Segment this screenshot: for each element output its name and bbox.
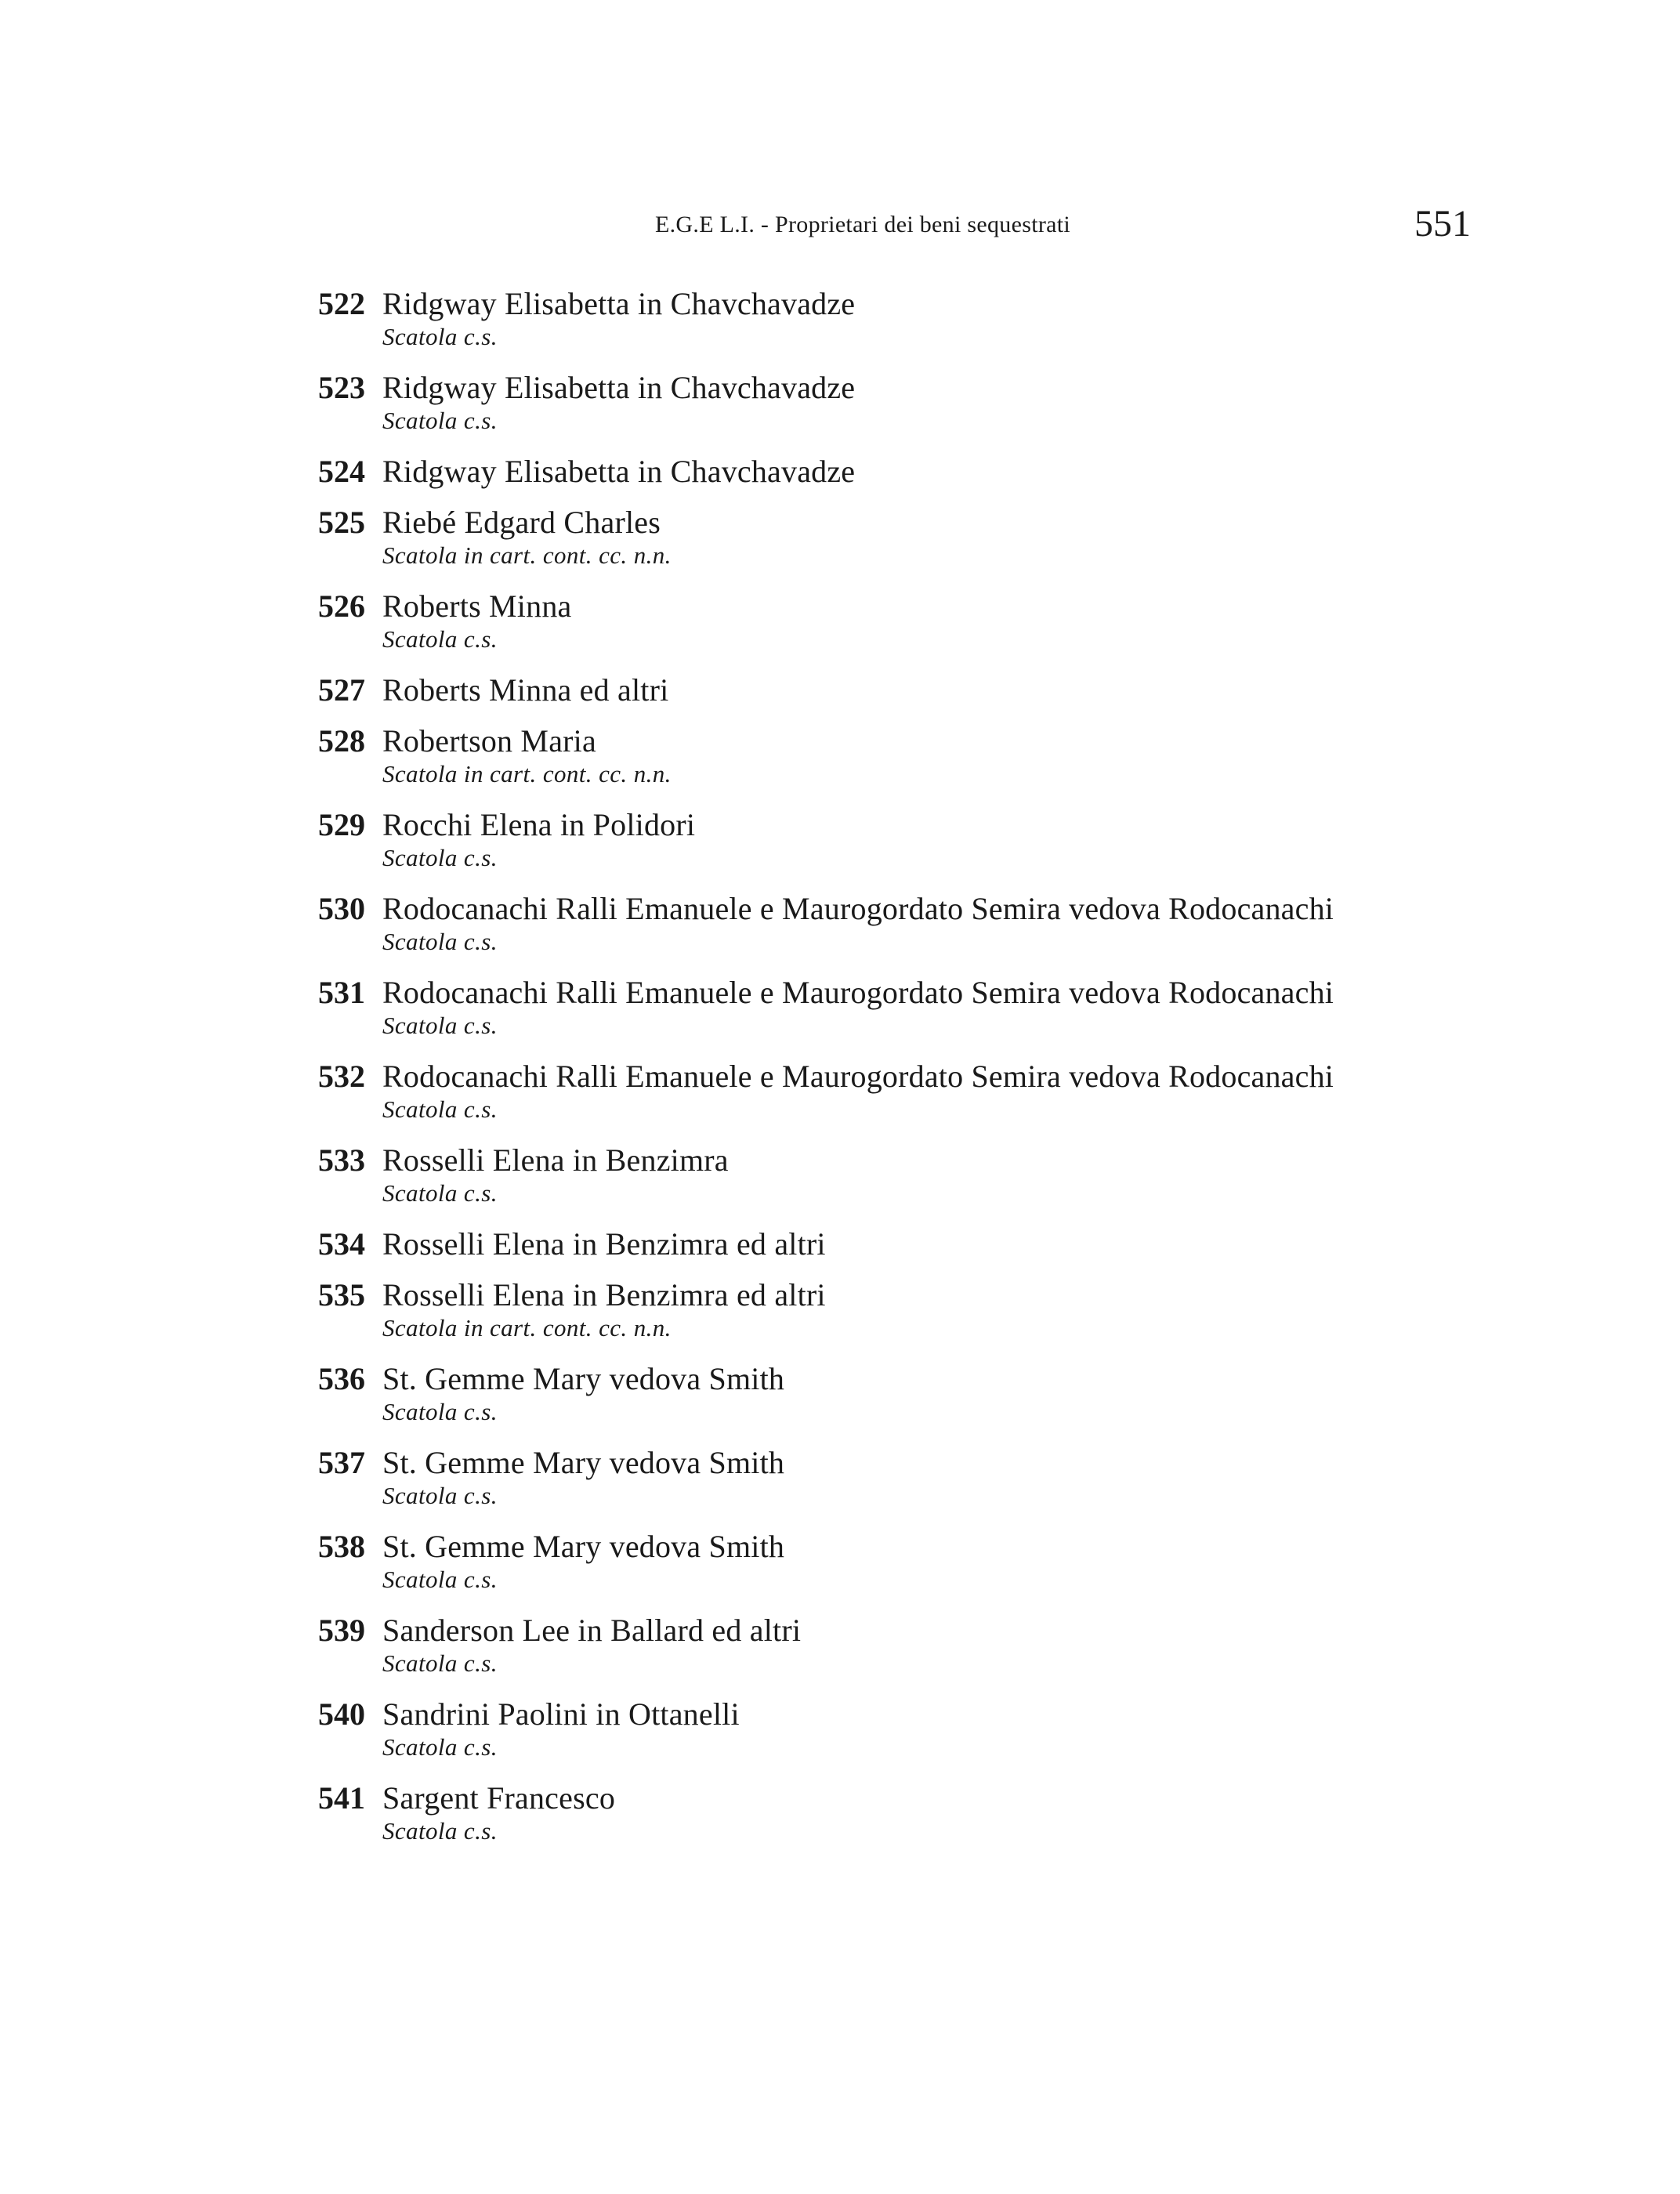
- list-item: [307, 453, 1404, 491]
- entry-number: 530: [318, 891, 365, 926]
- list-item: [307, 722, 1404, 788]
- entry-number: 536: [318, 1361, 365, 1396]
- list-item: [307, 1142, 1404, 1207]
- entry-number: 529: [318, 807, 365, 842]
- entry-note: Scatola c.s.: [382, 1179, 498, 1207]
- entry-note: Scatola c.s.: [382, 1817, 498, 1845]
- entry-note: Scatola c.s.: [382, 1095, 498, 1123]
- entry-number: 524: [318, 454, 365, 489]
- entry-number: 537: [318, 1445, 365, 1480]
- entry-note: Scatola c.s.: [382, 1566, 498, 1593]
- list-item: [307, 1276, 1404, 1342]
- page-number: 551: [1414, 203, 1471, 244]
- list-item: [307, 1444, 1404, 1510]
- entry-note: Scatola c.s.: [382, 1398, 498, 1425]
- entry-note: Scatola in cart. cont. cc. n.n.: [382, 541, 672, 569]
- list-item: [307, 1360, 1404, 1426]
- entry-name: Rosselli Elena in Benzimra: [382, 1142, 729, 1178]
- entry-name: Rodocanachi Ralli Emanuele e Maurogordato Semira vedova Rodocanachi: [382, 975, 1334, 1010]
- entry-note: Scatola c.s.: [382, 625, 498, 653]
- entry-note: Scatola in cart. cont. cc. n.n.: [382, 1314, 672, 1341]
- entry-number: 534: [318, 1226, 365, 1262]
- entry-note: Scatola c.s.: [382, 1482, 498, 1509]
- list-item: [307, 285, 1404, 351]
- list-item: [307, 1528, 1404, 1594]
- entry-name: Ridgway Elisabetta in Chavchavadze: [382, 454, 856, 489]
- entry-number: 540: [318, 1696, 365, 1732]
- entry-number: 541: [318, 1780, 365, 1816]
- entry-name: Sanderson Lee in Ballard ed altri: [382, 1613, 802, 1648]
- entry-name: Rodocanachi Ralli Emanuele e Maurogordato Semira vedova Rodocanachi: [382, 891, 1334, 926]
- list-item: [307, 1696, 1404, 1761]
- entry-number: 538: [318, 1529, 365, 1564]
- entry-number: 528: [318, 723, 365, 758]
- entry-name: Rosselli Elena in Benzimra ed altri: [382, 1226, 826, 1262]
- entry-name: Rocchi Elena in Polidori: [382, 807, 696, 842]
- entry-note: Scatola c.s.: [382, 323, 498, 350]
- entry-number: 526: [318, 588, 365, 624]
- entry-name: Ridgway Elisabetta in Chavchavadze: [382, 286, 856, 321]
- entry-name: Riebé Edgard Charles: [382, 505, 661, 540]
- list-item: [307, 672, 1404, 709]
- list-item: [307, 369, 1404, 435]
- entry-name: Roberts Minna ed altri: [382, 672, 669, 708]
- list-item: [307, 974, 1404, 1040]
- entry-name: Rodocanachi Ralli Emanuele e Maurogordato Semira vedova Rodocanachi: [382, 1059, 1334, 1094]
- entry-note: Scatola c.s.: [382, 407, 498, 434]
- entry-name: Rosselli Elena in Benzimra ed altri: [382, 1277, 826, 1312]
- entry-note: Scatola in cart. cont. cc. n.n.: [382, 760, 672, 787]
- entry-number: 525: [318, 505, 365, 540]
- entry-name: St. Gemme Mary vedova Smith: [382, 1529, 785, 1564]
- entry-number: 533: [318, 1142, 365, 1178]
- entry-number: 539: [318, 1613, 365, 1648]
- entry-name: Ridgway Elisabetta in Chavchavadze: [382, 370, 856, 405]
- entry-name: St. Gemme Mary vedova Smith: [382, 1361, 785, 1396]
- entry-number: 527: [318, 672, 365, 708]
- entry-note: Scatola c.s.: [382, 844, 498, 871]
- list-item: [307, 1226, 1404, 1263]
- entry-note: Scatola c.s.: [382, 1649, 498, 1677]
- list-item: [307, 1058, 1404, 1124]
- list-item: [307, 1612, 1404, 1678]
- entry-note: Scatola c.s.: [382, 1012, 498, 1039]
- list-item: [307, 1779, 1404, 1845]
- entry-name: Sargent Francesco: [382, 1780, 616, 1816]
- entry-name: Robertson Maria: [382, 723, 596, 758]
- entry-note: Scatola c.s.: [382, 1733, 498, 1761]
- entry-number: 523: [318, 370, 365, 405]
- entry-name: Roberts Minna: [382, 588, 572, 624]
- entry-list: [307, 285, 1404, 1863]
- list-item: [307, 806, 1404, 872]
- entry-number: 531: [318, 975, 365, 1010]
- entry-name: Sandrini Paolini in Ottanelli: [382, 1696, 740, 1732]
- entry-number: 532: [318, 1059, 365, 1094]
- list-item: [307, 890, 1404, 956]
- list-item: [307, 504, 1404, 570]
- entry-number: 522: [318, 286, 365, 321]
- entry-number: 535: [318, 1277, 365, 1312]
- running-title: E.G.E L.I. - Proprietari dei beni sequestrati: [655, 212, 1071, 237]
- entry-name: St. Gemme Mary vedova Smith: [382, 1445, 785, 1480]
- entry-note: Scatola c.s.: [382, 928, 498, 955]
- list-item: [307, 588, 1404, 653]
